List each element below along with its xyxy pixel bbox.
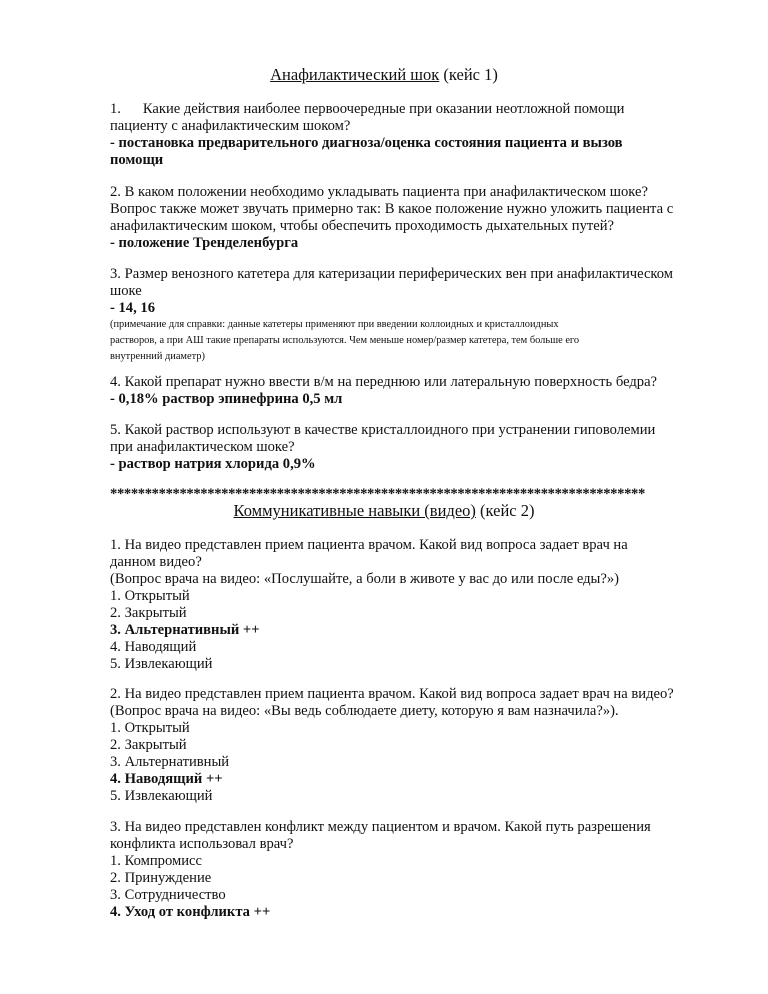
case1-q3-line-1: 3. Размер венозного катетера для катеризации периферических вен при анафилактическом bbox=[110, 266, 674, 282]
asterisk-separator: ***************************************************************************** bbox=[110, 486, 645, 502]
case2-q1-option-3-correct: 3. Альтернативный ++ bbox=[110, 622, 260, 638]
case1-q3-note-2: растворов, а при АШ такие препараты используются. Чем меньше номер/размер катетера, тем больше его bbox=[110, 335, 580, 346]
case1-q1-line-2: пациенту с анафилактическим шоком? bbox=[110, 118, 351, 134]
case1-q4-answer: - 0,18% раствор эпинефрина 0,5 мл bbox=[110, 391, 343, 407]
case2-q1-line-2: данном видео? bbox=[110, 554, 202, 570]
case1-q3-line-2: шоке bbox=[110, 283, 142, 299]
case2-title-underlined: Коммуникативные навыки (видео) bbox=[233, 501, 476, 520]
case2-q3-option-1: 1. Компромисс bbox=[110, 853, 202, 869]
case2-q1-option-2: 2. Закрытый bbox=[110, 605, 187, 621]
case1-q3-note-1: (примечание для справки: данные катетеры применяют при введении коллоидных и кристаллоидных bbox=[110, 319, 559, 330]
case1-q5-line-1: 5. Какой раствор используют в качестве кристаллоидного при устранении гиповолемии bbox=[110, 422, 656, 438]
case2-title bbox=[0, 501, 768, 521]
case2-q2-line-2: (Вопрос врача на видео: «Вы ведь соблюдаете диету, которую я вам назначила?»). bbox=[110, 703, 619, 719]
case2-q1-line-1: 1. На видео представлен прием пациента врачом. Какой вид вопроса задает врач на bbox=[110, 537, 628, 553]
case1-q5-line-2: при анафилактическом шоке? bbox=[110, 439, 295, 455]
case2-q2-option-1: 1. Открытый bbox=[110, 720, 190, 736]
case1-title-suffix: (кейс 1) bbox=[439, 65, 498, 84]
case1-q1-line-1: 1. Какие действия наиболее первоочередные при оказании неотложной помощи bbox=[110, 101, 625, 117]
case2-q3-line-2: конфликта использовал врач? bbox=[110, 836, 294, 852]
case1-q3-answer: - 14, 16 bbox=[110, 300, 155, 316]
case1-q5-answer: - раствор натрия хлорида 0,9% bbox=[110, 456, 316, 472]
case1-q2-answer: - положение Тренделенбурга bbox=[110, 235, 299, 251]
case2-q1-option-1: 1. Открытый bbox=[110, 588, 190, 604]
case1-title-underlined: Анафилактический шок bbox=[270, 65, 440, 84]
case1-q2-line-3: анафилактическим шоком, чтобы обеспечить проходимость дыхательных путей? bbox=[110, 218, 615, 234]
case2-q3-line-1: 3. На видео представлен конфликт между пациентом и врачом. Какой путь разрешения bbox=[110, 819, 651, 835]
case2-q2-line-1: 2. На видео представлен прием пациента врачом. Какой вид вопроса задает врач на видео? bbox=[110, 686, 674, 702]
case2-q2-option-3: 3. Альтернативный bbox=[110, 754, 230, 770]
case2-q2-option-2: 2. Закрытый bbox=[110, 737, 187, 753]
case1-q1-answer-2: помощи bbox=[110, 152, 164, 168]
case1-q4-line-1: 4. Какой препарат нужно ввести в/м на переднюю или латеральную поверхность бедра? bbox=[110, 374, 658, 390]
case2-q2-option-4-correct: 4. Наводящий ++ bbox=[110, 771, 223, 787]
case1-title bbox=[0, 65, 768, 85]
case2-q1-line-3: (Вопрос врача на видео: «Послушайте, а боли в животе у вас до или после еды?») bbox=[110, 571, 619, 587]
case2-title-suffix: (кейс 2) bbox=[475, 501, 535, 520]
case1-q2-line-2: Вопрос также может звучать примерно так: В какое положение нужно уложить пациента с bbox=[110, 201, 674, 217]
case2-q3-option-2: 2. Принуждение bbox=[110, 870, 212, 886]
case1-q3-note-3: внутренний диаметр) bbox=[110, 351, 205, 362]
case2-q1-option-4: 4. Наводящий bbox=[110, 639, 197, 655]
case1-q2-line-1: 2. В каком положении необходимо укладывать пациента при анафилактическом шоке? bbox=[110, 184, 648, 200]
case2-q3-option-4-correct: 4. Уход от конфликта ++ bbox=[110, 904, 271, 920]
case2-q2-option-5: 5. Извлекающий bbox=[110, 788, 213, 804]
case2-q3-option-3: 3. Сотрудничество bbox=[110, 887, 226, 903]
case1-q1-answer-1: - постановка предварительного диагноза/оценка состояния пациента и вызов bbox=[110, 135, 623, 151]
case2-q1-option-5: 5. Извлекающий bbox=[110, 656, 213, 672]
